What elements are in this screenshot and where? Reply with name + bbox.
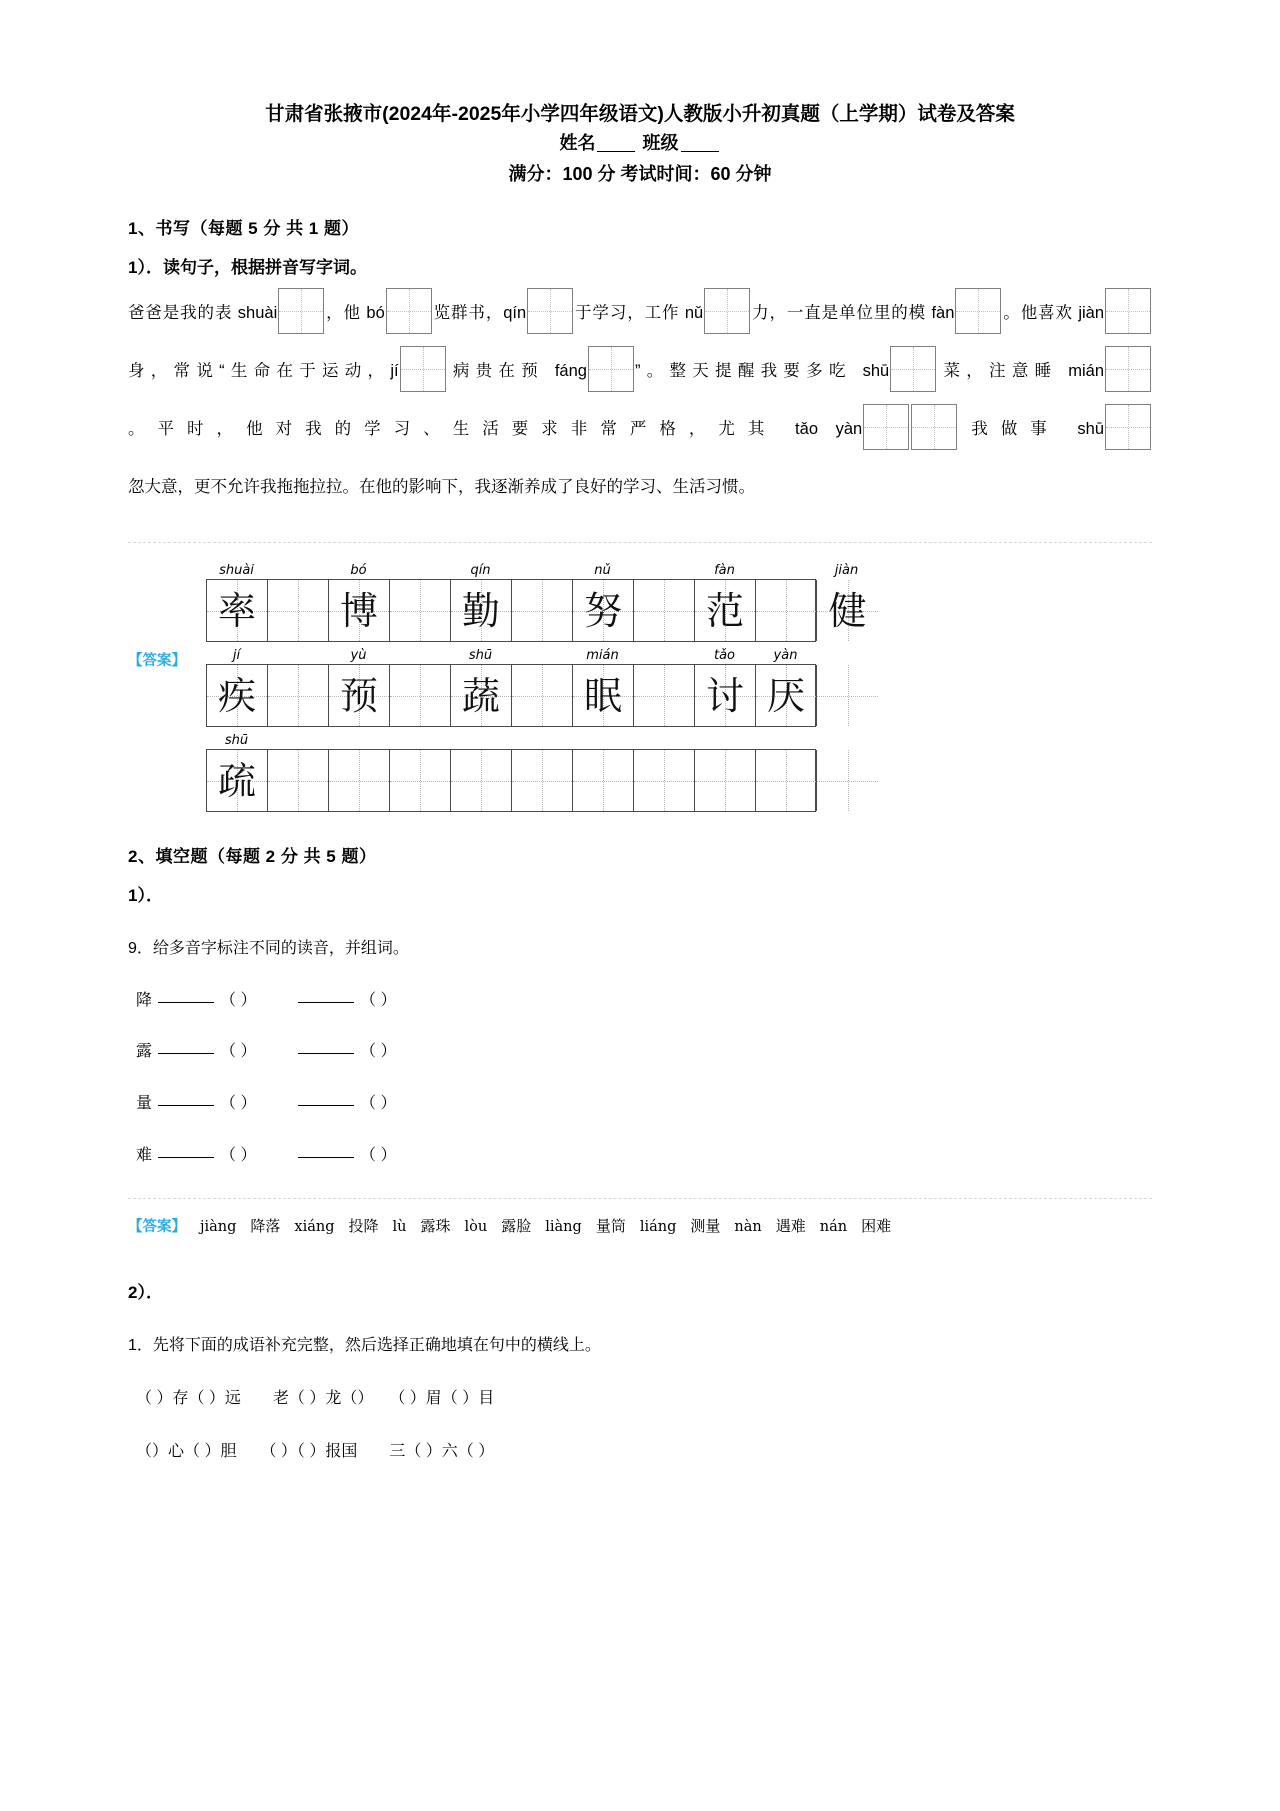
- score-time-line: 满分：100 分 考试时间：60 分钟: [508, 164, 772, 185]
- pinyin-label: jiàn: [834, 563, 859, 579]
- pinyin-label: [267, 747, 328, 749]
- idiom-line-1: （ ）存（ ）远 老（ ）龙（） （ ）眉（ ）目: [136, 1389, 495, 1407]
- polyphone-character: 降: [136, 991, 153, 1009]
- word-blank-parens[interactable]: （ ）: [220, 1095, 257, 1113]
- pinyin-label: qín: [470, 563, 491, 579]
- page-title: 甘肃省张掖市(2024年-2025年小学四年级语文)人教版小升初真题（上学期）试卷及答案: [265, 103, 1015, 125]
- character-cell: [573, 665, 634, 726]
- idiom-line-2: （）心（ ）胆 （ ）（ ）报国 三（ ）六（ ）: [136, 1443, 495, 1461]
- pinyin-label: [755, 577, 816, 579]
- pinyin-label: shuài: [219, 563, 254, 579]
- answer-word: 遇难: [775, 1218, 806, 1236]
- pinyin-label: [572, 747, 633, 749]
- character-cell: [756, 580, 817, 641]
- section-1-heading: 1、书写（每题 5 分 共 1 题）: [128, 219, 359, 239]
- section-2-question-1-number: 1）．: [128, 886, 163, 906]
- passage-segment: 病贵在预 fáng: [446, 362, 587, 381]
- passage-segment: 于学习，工作 nǔ: [574, 304, 704, 323]
- character-cell: [512, 750, 573, 811]
- pinyin-label: nǔ: [594, 563, 611, 579]
- answer-pinyin: liáng: [639, 1219, 677, 1236]
- pinyin-label: bó: [350, 563, 367, 579]
- name-label: 姓名: [559, 133, 596, 154]
- answer-word: 投降: [348, 1218, 379, 1236]
- pronunciation-blank[interactable]: [298, 1157, 354, 1158]
- pinyin-label: yàn: [773, 648, 798, 664]
- character-cell: [207, 580, 268, 641]
- pinyin-label: [389, 747, 450, 749]
- passage-segment: 览群书，qín: [432, 304, 527, 323]
- pinyin-label: [633, 747, 694, 749]
- character-cell: [634, 750, 695, 811]
- pronunciation-blank[interactable]: [158, 1002, 214, 1003]
- section-1-passage: [128, 284, 1152, 516]
- word-blank-parens[interactable]: （ ）: [360, 1043, 397, 1061]
- section-1-answer-block: [128, 561, 1152, 816]
- student-info-line: [128, 130, 1152, 157]
- answer-character: 博: [339, 588, 378, 633]
- polyphone-character: 难: [136, 1146, 153, 1164]
- word-blank-parens[interactable]: （ ）: [360, 991, 397, 1009]
- character-cell: [207, 665, 268, 726]
- character-cell: [817, 750, 878, 811]
- pinyin-label: [267, 662, 328, 664]
- character-cell: [329, 580, 390, 641]
- polyphone-row: [136, 1143, 1152, 1169]
- answer-character: 蔬: [461, 673, 500, 718]
- writing-box[interactable]: [527, 288, 573, 334]
- answer-character: 率: [217, 588, 256, 633]
- answer-word: 困难: [861, 1218, 892, 1236]
- character-cell: [512, 580, 573, 641]
- writing-box[interactable]: [400, 346, 446, 392]
- writing-box[interactable]: [278, 288, 324, 334]
- pinyin-label: [755, 747, 816, 749]
- answer-word: 降落: [250, 1218, 281, 1236]
- pinyin-label: mián: [586, 648, 619, 664]
- polyphone-character: 量: [136, 1095, 153, 1113]
- passage-segment: 力，一直是单位里的模 fàn: [751, 304, 955, 323]
- pinyin-label: [633, 662, 694, 664]
- word-blank-parens[interactable]: （ ）: [220, 991, 257, 1009]
- answer-pinyin: liàng: [545, 1219, 582, 1236]
- pronunciation-blank[interactable]: [298, 1002, 354, 1003]
- section-2-question-1-prompt: 9．给多音字标注不同的读音，并组词。: [128, 940, 409, 958]
- answer-character: 勤: [461, 588, 500, 633]
- pinyin-label: [267, 577, 328, 579]
- section-1-question-1-number: 1）．读句子，根据拼音写字词。: [128, 258, 367, 278]
- answer-character-grid: [206, 561, 1152, 816]
- pinyin-row: [206, 561, 1152, 579]
- answer-pinyin: nàn: [734, 1219, 762, 1236]
- answer-word: 露珠: [420, 1218, 451, 1236]
- character-cell: [634, 580, 695, 641]
- section-2-question-2-prompt: 1．先将下面的成语补充完整，然后选择正确地填在句中的横线上。: [128, 1337, 601, 1355]
- answer-pinyin: xiáng: [294, 1219, 335, 1236]
- class-blank: [681, 151, 719, 152]
- pronunciation-blank[interactable]: [158, 1157, 214, 1158]
- name-blank: [597, 151, 635, 152]
- polyphone-row: [136, 1091, 1152, 1117]
- pinyin-label: jí: [232, 648, 241, 664]
- writing-box[interactable]: [1105, 346, 1151, 392]
- pinyin-label: [328, 747, 389, 749]
- pinyin-label: [511, 577, 572, 579]
- character-cell: [390, 580, 451, 641]
- writing-box[interactable]: [955, 288, 1001, 334]
- pinyin-row: [206, 731, 1152, 749]
- character-cell: [390, 665, 451, 726]
- character-cell: [817, 665, 878, 726]
- answer-character: 讨: [705, 673, 744, 718]
- passage-segment: 身，常说“生命在于运动，jí: [128, 362, 399, 381]
- answer-pinyin: nán: [819, 1219, 848, 1236]
- class-label: 班级: [642, 133, 679, 154]
- character-cell: [451, 665, 512, 726]
- pronunciation-blank[interactable]: [158, 1053, 214, 1054]
- pinyin-label: tǎo: [713, 648, 736, 664]
- character-cell: [451, 750, 512, 811]
- section-2-heading: 2、填空题（每题 2 分 共 5 题）: [128, 847, 377, 867]
- character-cell: [573, 580, 634, 641]
- answer-pinyin: lù: [392, 1219, 407, 1236]
- passage-segment: 。他喜欢 jiàn: [1002, 304, 1105, 323]
- polyphone-rows: [128, 988, 1152, 1168]
- answer-grid-row: [206, 731, 1152, 812]
- pronunciation-blank[interactable]: [298, 1053, 354, 1054]
- answer-separator-1: [128, 542, 1152, 543]
- writing-box[interactable]: [911, 404, 957, 450]
- answer-grid-row: [206, 561, 1152, 642]
- answer-pinyin: jiàng: [200, 1219, 237, 1236]
- character-cell: [207, 750, 268, 811]
- character-cell: [756, 750, 817, 811]
- polyphone-answer-tokens: [200, 1215, 905, 1236]
- character-cell: [451, 580, 512, 641]
- answer-label-1: 【答案】: [128, 653, 186, 670]
- pinyin-label: [389, 577, 450, 579]
- passage-segment: ，他 bó: [325, 304, 385, 323]
- pinyin-label: shū: [468, 648, 493, 664]
- writing-box[interactable]: [863, 404, 909, 450]
- passage-segment: 我做事 shū: [958, 420, 1104, 439]
- section-2-question-2-number: 2）．: [128, 1283, 163, 1303]
- passage-segment: 菜，注意睡 mián: [937, 362, 1104, 381]
- character-cell: [268, 580, 329, 641]
- pinyin-label: [511, 662, 572, 664]
- answer-pinyin: lòu: [464, 1219, 488, 1236]
- answer-character: 厌: [766, 673, 805, 718]
- pinyin-label: [816, 662, 877, 664]
- pinyin-label: fàn: [714, 563, 735, 579]
- writing-box[interactable]: [704, 288, 750, 334]
- character-cell: [329, 665, 390, 726]
- passage-segment: ”。整天提醒我要多吃 shū: [634, 362, 890, 381]
- answer-character: 努: [583, 588, 622, 633]
- pinyin-label: [816, 747, 877, 749]
- character-cell: [817, 580, 878, 641]
- character-row: [206, 579, 867, 642]
- word-blank-parens[interactable]: （ ）: [220, 1043, 257, 1061]
- pronunciation-blank[interactable]: [298, 1105, 354, 1106]
- answer-word: 测量: [690, 1218, 721, 1236]
- character-cell: [573, 750, 634, 811]
- answer-label-2: 【答案】: [128, 1219, 186, 1236]
- character-cell: [695, 750, 756, 811]
- word-blank-parens[interactable]: （ ）: [360, 1146, 397, 1164]
- section-2-answer-block: [128, 1215, 1152, 1236]
- writing-box[interactable]: [588, 346, 634, 392]
- pinyin-label: yù: [350, 648, 367, 664]
- character-cell: [268, 665, 329, 726]
- character-row: [206, 749, 816, 812]
- writing-box[interactable]: [1105, 288, 1151, 334]
- passage-segment: 。平时，他对我的学习、生活要求非常严格，尤其 tǎo yàn: [128, 420, 863, 439]
- pinyin-label: [633, 577, 694, 579]
- answer-word: 露脸: [501, 1218, 532, 1236]
- character-cell: [268, 750, 329, 811]
- pronunciation-blank[interactable]: [158, 1105, 214, 1106]
- character-cell: [512, 665, 573, 726]
- pinyin-label: [450, 747, 511, 749]
- answer-character: 疏: [217, 758, 256, 803]
- character-cell: [756, 665, 817, 726]
- passage-segment: 忽大意，更不允许我拖拖拉拉。在他的影响下，我逐渐养成了良好的学习、生活习惯。: [128, 478, 755, 497]
- answer-word: 量筒: [595, 1218, 626, 1236]
- character-cell: [695, 580, 756, 641]
- pinyin-label: [389, 662, 450, 664]
- answer-grid-row: [206, 646, 1152, 727]
- writing-box[interactable]: [890, 346, 936, 392]
- word-blank-parens[interactable]: （ ）: [220, 1146, 257, 1164]
- polyphone-row: [136, 1039, 1152, 1065]
- answer-character: 眠: [583, 673, 622, 718]
- character-cell: [634, 665, 695, 726]
- character-cell: [390, 750, 451, 811]
- answer-character: 健: [828, 588, 867, 633]
- pinyin-row: [206, 646, 1152, 664]
- answer-character: 疾: [217, 673, 256, 718]
- answer-character: 预: [339, 673, 378, 718]
- writing-box[interactable]: [386, 288, 432, 334]
- answer-character: 范: [705, 588, 744, 633]
- pinyin-label: [694, 747, 755, 749]
- character-cell: [329, 750, 390, 811]
- polyphone-row: [136, 988, 1152, 1014]
- polyphone-character: 露: [136, 1043, 153, 1061]
- passage-segment: 爸爸是我的表 shuài: [128, 304, 278, 323]
- pinyin-label: shū: [224, 733, 249, 749]
- pinyin-label: [511, 747, 572, 749]
- answer-separator-2: [128, 1198, 1152, 1199]
- writing-box[interactable]: [1105, 404, 1151, 450]
- word-blank-parens[interactable]: （ ）: [360, 1095, 397, 1113]
- character-row: [206, 664, 816, 727]
- character-cell: [695, 665, 756, 726]
